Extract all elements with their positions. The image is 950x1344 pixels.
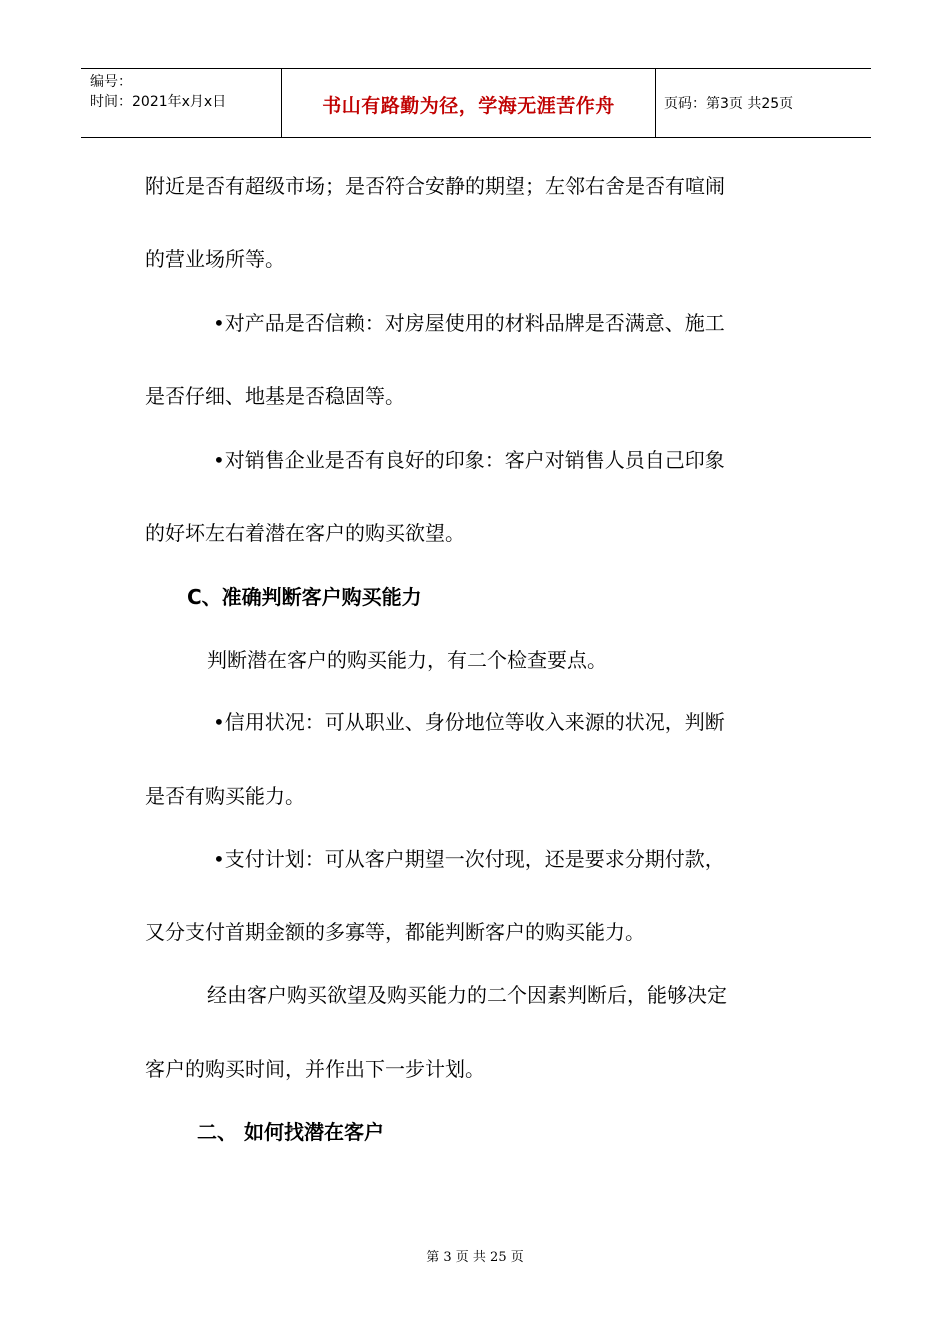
page-header <box>81 68 871 138</box>
body-line-12: 经由客户购买欲望及购买能力的二个因素判断后，能够决定 <box>207 983 727 1007</box>
body-line-1: 附近是否有超级市场；是否符合安静的期望；左邻右舍是否有喧闹 <box>145 174 725 198</box>
body-line-2: 的营业场所等。 <box>145 247 285 271</box>
bullet-product-trust: •对产品是否信赖：对房屋使用的材料品牌是否满意、施工 <box>213 311 725 335</box>
document-time-label: 时间：2021年x月x日 <box>90 94 227 110</box>
body-line-6: 的好坏左右着潜在客户的购买欲望。 <box>145 521 465 545</box>
header-meta-cell <box>81 69 281 137</box>
bullet-credit-status: •信用状况：可从职业、身份地位等收入来源的状况，判断 <box>213 710 725 734</box>
page-footer: 第 3 页 共 25 页 <box>426 1250 524 1265</box>
body-line-11: 又分支付首期金额的多寡等，都能判断客户的购买能力。 <box>145 920 645 944</box>
bullet-company-impression: •对销售企业是否有良好的印象：客户对销售人员自己印象 <box>213 448 725 472</box>
body-line-7: 判断潜在客户的购买能力，有二个检查要点。 <box>207 648 607 672</box>
header-page-cell <box>655 69 871 137</box>
section-heading-2: 二、 如何找潜在客户 <box>197 1120 384 1144</box>
bullet-payment-plan: •支付计划：可从客户期望一次付现，还是要求分期付款， <box>213 847 725 871</box>
section-heading-c: C、准确判断客户购买能力 <box>187 585 422 609</box>
header-motto: 书山有路勤为径，学海无涯苦作舟 <box>322 95 615 117</box>
header-page-info: 页码：第3页 共25页 <box>664 96 794 112</box>
document-number-label: 编号： <box>90 74 132 90</box>
body-line-13: 客户的购买时间，并作出下一步计划。 <box>145 1057 485 1081</box>
body-line-9: 是否有购买能力。 <box>145 784 305 808</box>
header-motto-cell <box>281 69 656 137</box>
body-line-4: 是否仔细、地基是否稳固等。 <box>145 384 405 408</box>
